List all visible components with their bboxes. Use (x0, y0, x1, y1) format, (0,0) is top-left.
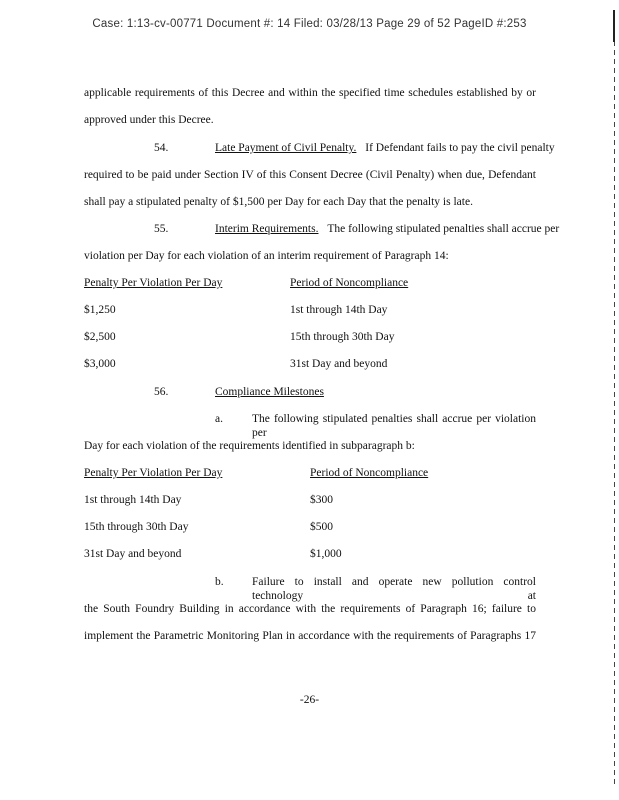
subparagraph-b-line: implement the Parametric Monitoring Plan in accordance with the requirements of Paragraphs 17 (84, 630, 536, 642)
subparagraph-a-line1: The following stipulated penalties shall accrue per violation per (252, 413, 536, 439)
table2-col1-header: Penalty Per Violation Per Day (84, 467, 223, 479)
subparagraph-a-label: a. (215, 413, 223, 425)
table1-penalty: $2,500 (84, 331, 116, 343)
subparagraph-a-line: Day for each violation of the requirements identified in subparagraph b: (84, 440, 415, 452)
subparagraph-b-line1: Failure to install and operate new pollution control technology at (252, 576, 536, 602)
table1-penalty: $3,000 (84, 358, 116, 370)
paragraph-54-line1-rest: If Defendant fails to pay the civil penalty (365, 142, 555, 154)
table1-col1-header: Penalty Per Violation Per Day (84, 277, 223, 289)
paragraph-55-heading: Interim Requirements. (215, 223, 319, 235)
subparagraph-b-label: b. (215, 576, 224, 588)
paragraph-number-56: 56. (154, 386, 169, 398)
table2-penalty: $1,000 (310, 548, 342, 560)
subparagraph-b-line: the South Foundry Building in accordance with the requirements of Paragraph 16; failure to (84, 603, 536, 615)
paragraph-number-55: 55. (154, 223, 169, 235)
paragraph-56-heading: Compliance Milestones (215, 386, 324, 398)
table2-penalty: $300 (310, 494, 333, 506)
case-header: Case: 1:13-cv-00771 Document #: 14 Filed: 03/28/13 Page 29 of 52 PageID #:253 (92, 18, 527, 30)
body-line: applicable requirements of this Decree and within the specified time schedules established by or (84, 87, 536, 99)
table1-period: 15th through 30th Day (290, 331, 395, 343)
table1-col2-header: Period of Noncompliance (290, 277, 409, 289)
paragraph-54-line1 (215, 141, 555, 155)
table2-period: 31st Day and beyond (84, 548, 182, 560)
table2-penalty: $500 (310, 521, 333, 533)
paragraph-55-line1 (215, 222, 560, 236)
paragraph-54-line: shall pay a stipulated penalty of $1,500 per Day for each Day that the penalty is late. (84, 196, 473, 208)
paragraph-54-heading: Late Payment of Civil Penalty. (215, 142, 357, 154)
table2-period: 1st through 14th Day (84, 494, 182, 506)
paragraph-55-line1-rest: The following stipulated penalties shall accrue per (327, 223, 560, 235)
paragraph-55-line: violation per Day for each violation of an interim requirement of Paragraph 14: (84, 250, 449, 262)
table1-penalty: $1,250 (84, 304, 116, 316)
paragraph-54-line: required to be paid under Section IV of this Consent Decree (Civil Penalty) when due, Defendant (84, 169, 536, 181)
page-edge-marks (614, 14, 615, 784)
paragraph-number-54: 54. (154, 142, 169, 154)
page-number: -26- (299, 694, 320, 706)
table2-period: 15th through 30th Day (84, 521, 189, 533)
table1-period: 31st Day and beyond (290, 358, 388, 370)
table2-col2-header: Period of Noncompliance (310, 467, 429, 479)
table1-period: 1st through 14th Day (290, 304, 388, 316)
page-edge-bar (613, 10, 615, 42)
body-line: approved under this Decree. (84, 114, 214, 126)
